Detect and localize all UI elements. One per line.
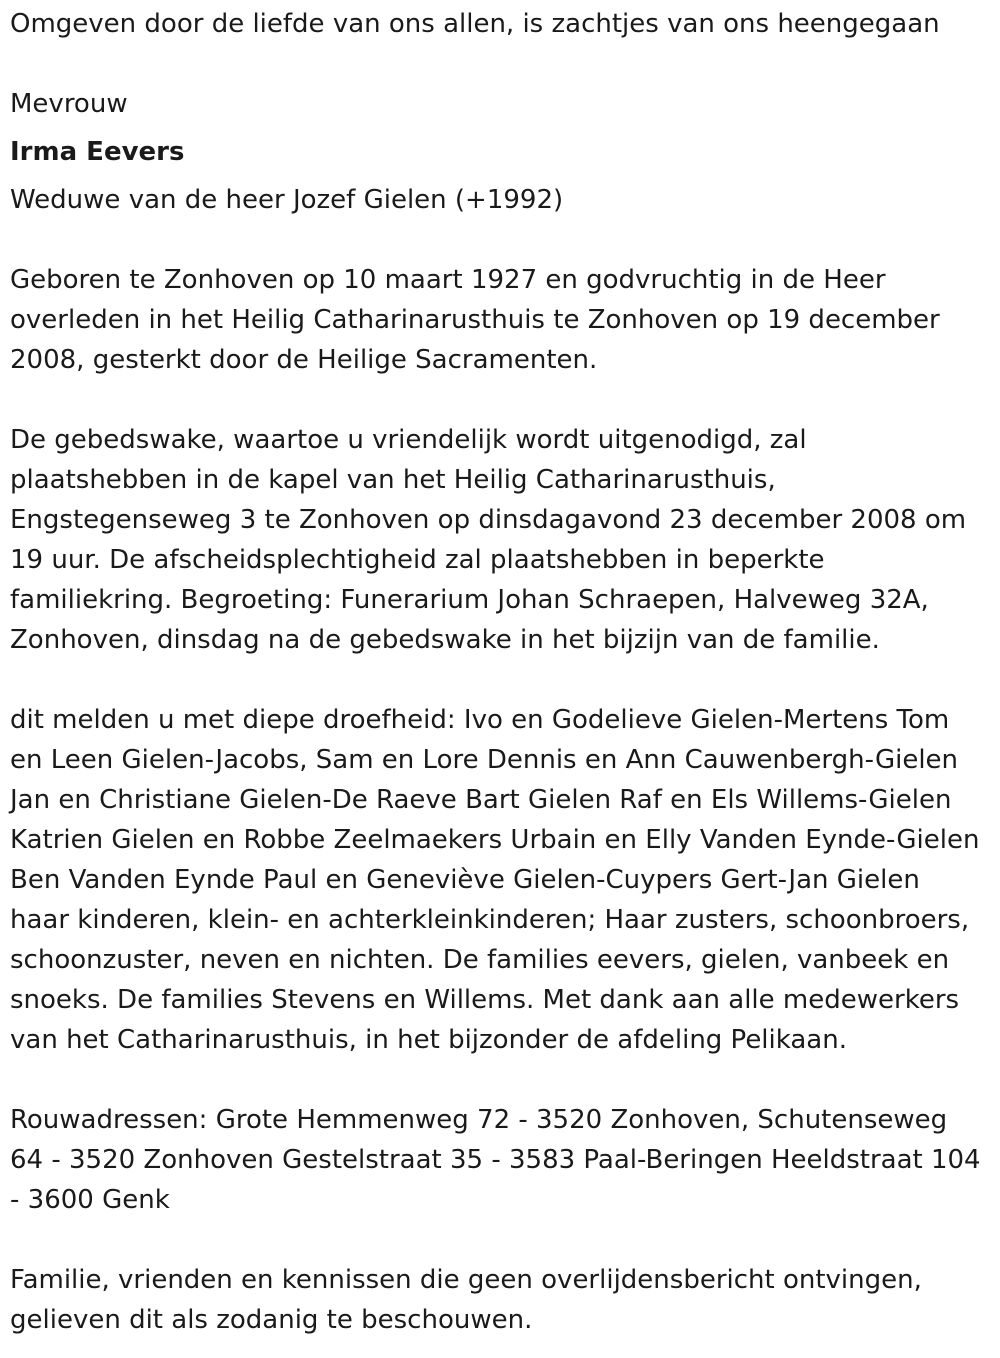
salutation: Mevrouw xyxy=(10,89,128,119)
paragraph-line: Familie, vrienden en kennissen die geen overlijdensbericht ontvingen, xyxy=(10,1265,922,1295)
paragraph-line: Jan en Christiane Gielen-De Raeve Bart Gielen Raf en Els Willems-Gielen xyxy=(10,785,952,815)
paragraph-line: De gebedswake, waartoe u vriendelijk wordt uitgenodigd, zal xyxy=(10,425,807,455)
birth-death-paragraph xyxy=(10,260,994,380)
paragraph-line: - 3600 Genk xyxy=(10,1185,170,1215)
paragraph-line: Engstegenseweg 3 te Zonhoven op dinsdagavond 23 december 2008 om xyxy=(10,505,967,535)
paragraph-line: overleden in het Heilig Catharinarusthuis te Zonhoven op 19 december xyxy=(10,305,940,335)
obituary-document xyxy=(10,4,994,1340)
paragraph-line: Katrien Gielen en Robbe Zeelmaekers Urbain en Elly Vanden Eynde-Gielen xyxy=(10,825,980,855)
ceremony-paragraph xyxy=(10,420,994,660)
addresses-paragraph xyxy=(10,1100,994,1220)
closing-paragraph xyxy=(10,1260,994,1340)
paragraph-line: familiekring. Begroeting: Funerarium Johan Schraepen, Halveweg 32A, xyxy=(10,585,929,615)
paragraph-line: 19 uur. De afscheidsplechtigheid zal plaatshebben in beperkte xyxy=(10,545,825,575)
paragraph-line: schoonzuster, neven en nichten. De families eevers, gielen, vanbeek en xyxy=(10,945,950,975)
spouse-line: Weduwe van de heer Jozef Gielen (+1992) xyxy=(10,185,564,215)
paragraph-line: en Leen Gielen-Jacobs, Sam en Lore Dennis en Ann Cauwenbergh-Gielen xyxy=(10,745,959,775)
paragraph-line: 64 - 3520 Zonhoven Gestelstraat 35 - 3583 Paal-Beringen Heeldstraat 104 xyxy=(10,1145,981,1175)
intro-text: Omgeven door de liefde van ons allen, is zachtjes van ons heengegaan xyxy=(10,9,940,39)
paragraph-line: Rouwadressen: Grote Hemmenweg 72 - 3520 Zonhoven, Schutenseweg xyxy=(10,1105,948,1135)
deceased-name: Irma Eevers xyxy=(10,137,185,167)
paragraph-line: haar kinderen, klein- en achterkleinkinderen; Haar zusters, schoonbroers, xyxy=(10,905,970,935)
paragraph-line: Zonhoven, dinsdag na de gebedswake in het bijzijn van de familie. xyxy=(10,625,880,655)
paragraph-line: van het Catharinarusthuis, in het bijzonder de afdeling Pelikaan. xyxy=(10,1025,847,1055)
family-paragraph xyxy=(10,700,994,1060)
paragraph-line: dit melden u met diepe droefheid: Ivo en Godelieve Gielen-Mertens Tom xyxy=(10,705,950,735)
paragraph-line: gelieven dit als zodanig te beschouwen. xyxy=(10,1305,533,1335)
paragraph-line: Ben Vanden Eynde Paul en Geneviève Gielen-Cuypers Gert-Jan Gielen xyxy=(10,865,920,895)
paragraph-line: Geboren te Zonhoven op 10 maart 1927 en godvruchtig in de Heer xyxy=(10,265,886,295)
paragraph-line: 2008, gesterkt door de Heilige Sacramenten. xyxy=(10,345,598,375)
paragraph-line: snoeks. De families Stevens en Willems. Met dank aan alle medewerkers xyxy=(10,985,960,1015)
paragraph-line: plaatshebben in de kapel van het Heilig Catharinarusthuis, xyxy=(10,465,776,495)
